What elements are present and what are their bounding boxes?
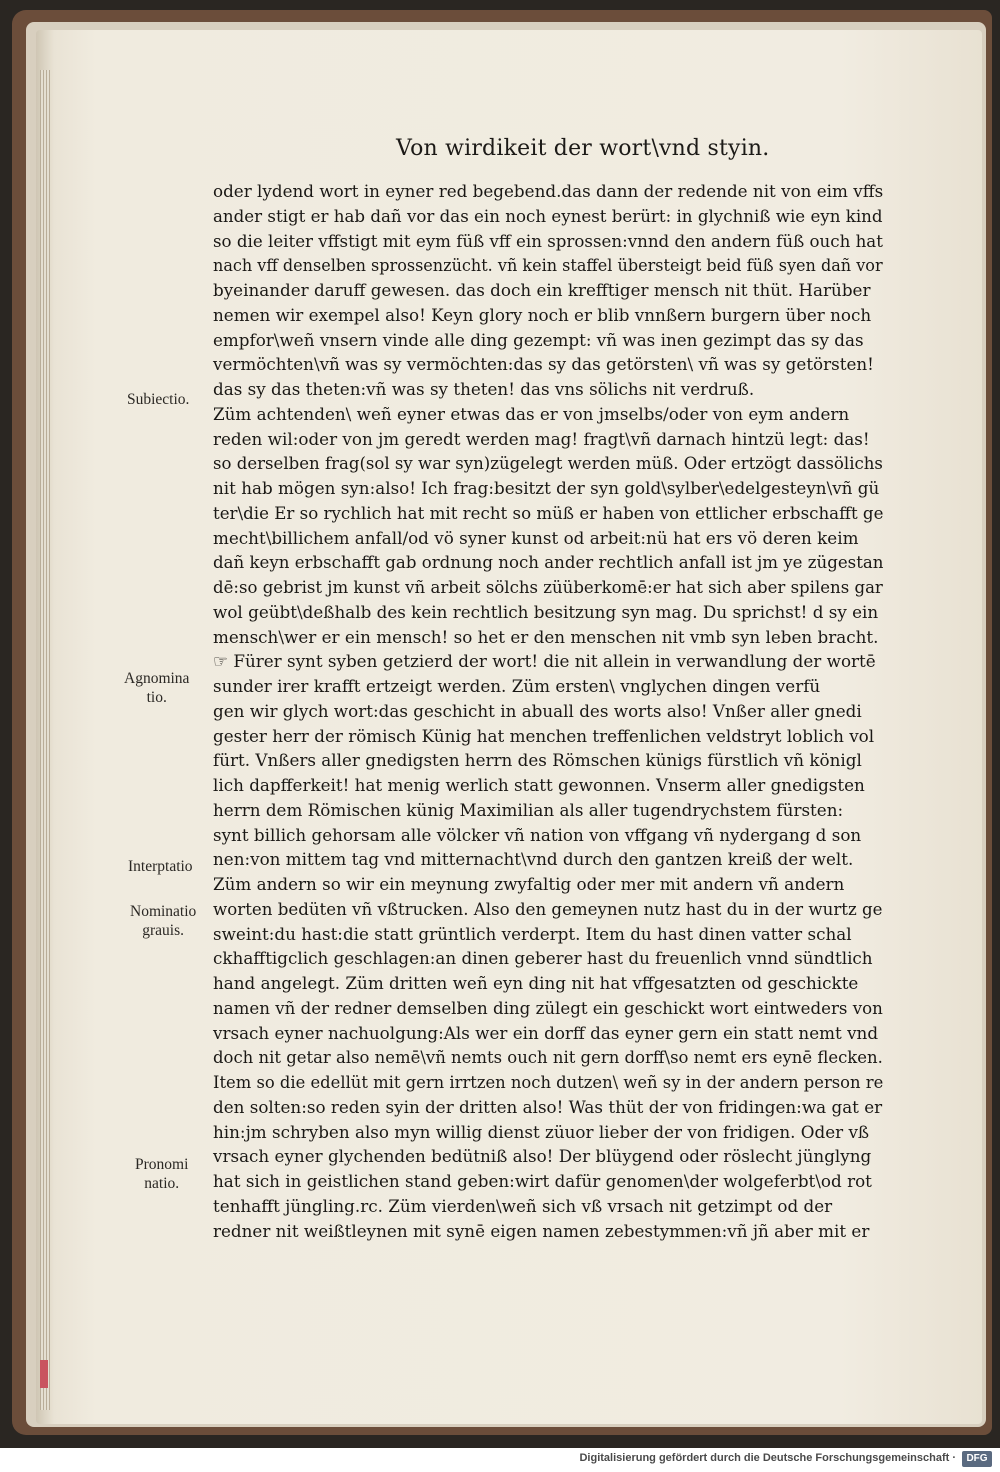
text-line: sweint:du hast:die statt grüntlich verderpt. Item du hast dinen vatter schal <box>213 924 852 945</box>
text-line: ckhafftigclich geschlagen:an dinen geberer hast du freuenlich vnnd sündtlich <box>213 949 873 970</box>
text-line: ☞ Fürer synt syben getzierd der wort! die nit allein in verwandlung der wortē <box>213 652 876 673</box>
text-line: wol geübt\deßhalb des kein rechtlich besitzung syn mag. Du sprichst! d sy ein <box>213 602 879 623</box>
text-line: nen:von mittem tag vnd mitternacht\vnd durch den gantzen kreiß der welt. <box>213 850 854 871</box>
text-line: dē:so gebrist jm kunst vñ arbeit sölchs züüberkomē:er hat sich aber spilens gar <box>213 578 883 598</box>
margin-note-interpretatio: Interptatio <box>128 858 193 875</box>
text-line: hat sich in geistlichen stand geben:wirt dafür genomen\der wolgeferbt\od rot <box>213 1172 872 1192</box>
page-fore-edge <box>40 70 50 1410</box>
text-line: so die leiter vffstigt mit eym füß vff ein sprossen:vnnd den andern füß ouch hat <box>213 231 883 252</box>
text-line: redner nit weißtleynen mit synē eigen namen zebestymmen:vñ jñ aber mit er <box>213 1221 870 1242</box>
text-line: Züm achtenden\ weñ eyner etwas das er von jmselbs/oder von eym andern <box>213 404 850 425</box>
text-line: dañ keyn erbschafft gab ordnung noch ander rechtlich anfall ist jm ye zügestan <box>213 553 884 574</box>
text-line: tenhafft jüngling.rc. Züm vierden\weñ sich vß vrsach nit getzimpt od der <box>213 1196 833 1217</box>
text-line: Züm andern so wir ein meynung zwyfaltig oder mer mit andern vñ andern <box>213 875 845 895</box>
text-line: gen wir glych wort:das geschicht in abuall des worts also! Vnßer aller gnedi <box>213 701 862 722</box>
text-line: oder lydend wort in eyner red begebend.das dann der redende nit von eim vffs <box>213 182 884 202</box>
text-line: vrsach eyner glychenden bedütniß also! Der blüygend oder röslecht jünglyng <box>213 1147 872 1168</box>
text-line: synt billich gehorsam alle völcker vñ nation von vffgang vñ nydergang d son <box>213 825 862 846</box>
text-line: mensch\wer er ein mensch! so het er den menschen nit vmb syn leben bracht. <box>213 627 879 648</box>
text-line: nach vff denselben sprossenzücht. vñ kein staffel übersteigt beid füß syen dañ vor <box>213 256 883 277</box>
text-line: worten bedüten vñ vßtrucken. Also den gemeynen nutz hast du in der wurtz ge <box>213 899 883 920</box>
text-line: fürt. Vnßers aller gnedigsten herrn des Römschen künigs fürstlich vñ königl <box>213 751 862 772</box>
footer-bar <box>0 1448 1000 1472</box>
body-text <box>213 180 893 1244</box>
text-line: lich dapfferkeit! hat menig werlich statt gewonnen. Vnserm aller gnedigsten <box>213 776 865 796</box>
running-head: Von wirdikeit der wort\vnd styin. <box>396 136 770 161</box>
margin-note-subiectio: Subiectio. <box>127 391 190 408</box>
text-line: den solten:so reden syin der dritten also! Was thüt der von fridingen:wa gat er <box>213 1097 883 1118</box>
dfg-logo: DFG <box>962 1451 992 1467</box>
text-line: das sy das theten:vñ was sy theten! das vns sölichs nit verdruß. <box>213 380 755 400</box>
text-line: vrsach eyner nachuolgung:Als wer ein dorff das eyner gern ein statt nemt vnd <box>213 1023 879 1044</box>
text-line: doch nit getar also nemē\vñ nemts ouch nit gern dorff\so nemt ers eynē flecken. <box>213 1048 883 1069</box>
bookmark-ribbon <box>40 1360 48 1388</box>
text-line: herrn dem Römischen künig Maximilian als aller tugendrychstem fürsten: <box>213 800 844 821</box>
text-line: ter\die Er so rychlich hat mit recht so müß er haben von ettlicher erbschafft ge <box>213 503 884 524</box>
margin-note-pronominatio: Pronomi natio. <box>135 1156 189 1192</box>
text-line: mecht\billichem anfall/od vö syner kunst od arbeit:nü hat ers vö deren keim <box>213 528 859 549</box>
text-line: ander stigt er hab dañ vor das ein noch eynest berürt: in glychniß wie eyn kind <box>213 206 883 227</box>
text-line: Item so die edellüt mit gern irrtzen noch dutzen\ weñ sy in der andern person re <box>213 1073 884 1093</box>
text-line: namen vñ der redner demselben ding zülegt ein geschickt wort eintweders von <box>213 998 883 1019</box>
margin-note-agnominatio: Agnomina tio. <box>124 670 190 706</box>
funding-credit: Digitalisierung gefördert durch die Deutsche Forschungsgemeinschaft · <box>579 1452 956 1464</box>
text-line: empfor\weñ vnsern vinde alle ding gezempt: vñ was inen gezimpt das sy das <box>213 330 864 351</box>
text-line: nemen wir exempel also! Keyn glory noch er blib vnnßern burgern über noch <box>213 305 872 326</box>
margin-note-nominatio: Nominatio grauis. <box>130 903 197 939</box>
text-line: sunder irer krafft ertzeigt werden. Züm ersten\ vnglychen dingen verfü <box>213 677 821 697</box>
text-line: nit hab mögen syn:also! Ich frag:besitzt der syn gold\sylber\edelgesteyn\vñ gü <box>213 479 880 499</box>
text-line: so derselben frag(sol sy war syn)zügelegt werden müß. Oder ertzögt dassölichs <box>213 454 883 475</box>
text-line: hin:jm schryben also myn willig dienst züuor lieber der von fridigen. Oder vß <box>213 1122 870 1143</box>
text-line: gester herr der römisch Künig hat menchen treffenlichen veldstryt loblich vol <box>213 726 875 747</box>
text-line: reden wil:oder von jm geredt werden mag! fragt\vñ darnach hintzü legt: das! <box>213 429 870 450</box>
text-line: hand angelegt. Züm dritten weñ eyn ding nit hat vffgesatzten od geschickte <box>213 974 859 994</box>
text-line: byeinander daruff gewesen. das doch ein krefftiger mensch nit thüt. Harüber <box>213 281 871 301</box>
text-line: vermöchten\vñ was sy vermöchten:das sy das getörsten\ vñ was sy getörsten! <box>213 355 874 376</box>
